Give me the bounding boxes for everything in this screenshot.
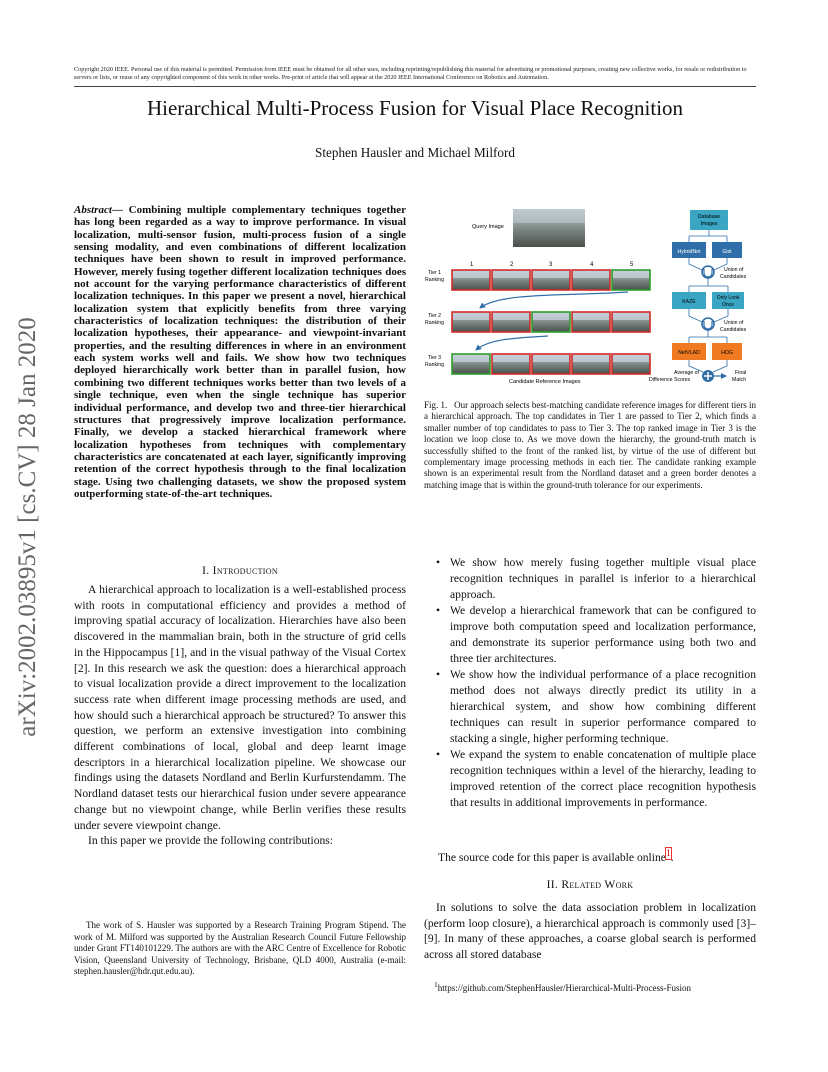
candidate-image-sky bbox=[493, 355, 529, 362]
introduction-body bbox=[74, 582, 406, 849]
section-numeral: II. bbox=[546, 878, 562, 891]
intro-paragraph-contributions: In this paper we provide the following contributions: bbox=[88, 834, 334, 848]
final-match-label: Match bbox=[732, 377, 747, 383]
abstract-text: — Combining multiple complementary techniques together has long been regarded as a way to improve performance. In visual localization, multi-sensor fusion, multi-process fusion of a single sensing modality, and even combinations of different localization techniques have been shown to result in improved performance. However, merely fusing together different localization techniques does not account for the varying performance characteristics of different localization techniques. In this paper we present a novel, hierarchical localization system that explicitly benefits from three varying characteristics of localization techniques: the distribution of their localization hypotheses, their appearance- and viewpoint-invariant properties, and the resulting differences in where in an environment each system works well and fails. We show how two techniques deployed hierarchically work better than in parallel fusion, how combining two different techniques works better than two levels of a single technique, even when the single technique has superior individual performance, and develop two and three-tier hierarchical structures that progressively improve localization performance. Finally, we develop a stacked hierarchical framework where localization hypotheses from techniques with complementary characteristics are concatenated at each layer, significantly improving retention of the correct hypothesis through to the final localization stage. Using two challenging datasets, we show the proposed system outperforming state-of-the-art techniques. bbox=[74, 204, 406, 500]
average-label: Average of bbox=[674, 370, 699, 376]
yolo-label: Only Look bbox=[716, 295, 740, 301]
hybridnet-label: HybridNet bbox=[677, 249, 701, 255]
paper-title: Hierarchical Multi-Process Fusion for Visual Place Recognition bbox=[146, 96, 684, 120]
union2-label: Union of bbox=[724, 320, 744, 326]
union1-label: Union of bbox=[724, 267, 744, 273]
section-title: Related Work bbox=[561, 878, 634, 891]
footnote-funding-text: The work of S. Hausler was supported by a Research Training Program Stipend. The work of M. Milford was supported by the Australian Research Council Future Fellowship under Grant FT140101229. The authors are with the ARC Centre of Excellence for Robotic Vision, Queensland University of Technology, Brisbane, QLD 4000, Australia (e-mail: stephen.hausler@hdr.qut.edu.au). bbox=[74, 920, 406, 977]
figure-caption bbox=[424, 400, 756, 491]
caption-text: Our approach selects best-matching candidate reference images for different tiers in a hierarchical approach. The top candidates in Tier 1 are passed to Tier 2, which finds a smaller number of top candidates to pass to Tier 3. The top ranked image in Tier 3 is the location we loop close to. As we move down the hierarchy, the ground-truth match is successfully shifted to the front of the ranked list, by virtue of the use of different but complementary image processing methods in each tier. The candidate ranking example shown is an experimental result from the Nordland dataset and a green border denotes a matching image that is within the ground-truth tolerance for our experiments. bbox=[424, 400, 756, 490]
tier2-ranking-label: Ranking bbox=[425, 320, 445, 326]
union2-label: Candidates bbox=[720, 327, 747, 333]
candidate-image-sky bbox=[613, 313, 649, 320]
database-label: Images bbox=[700, 221, 718, 227]
netvlad-label: NetVLAD bbox=[678, 350, 700, 356]
footnote-url-text[interactable]: https://github.com/StephenHausler/Hierarchical-Multi-Process-Fusion bbox=[437, 983, 691, 993]
list-item: • We expand the system to enable concatenation of multiple place recognition techniques within a level of the hierarchy, leading to improved retention of the correct place recognition hypothesis that results in additional improvements in performance. bbox=[436, 747, 756, 811]
candidates-label: Candidate Reference Images bbox=[509, 379, 581, 385]
section-heading-introduction bbox=[74, 564, 406, 577]
source-code-text: The source code for this paper is available online bbox=[438, 850, 666, 864]
tier1-label: Tier 1 bbox=[428, 270, 442, 276]
candidate-image-sky bbox=[613, 271, 649, 278]
tier3-candidates bbox=[452, 354, 650, 374]
database-images-box bbox=[690, 210, 728, 230]
footnote-mark: 1 bbox=[434, 980, 438, 989]
candidate-image-sky bbox=[453, 271, 489, 278]
union1-label: Candidates bbox=[720, 274, 747, 280]
average-label: Difference Scores bbox=[649, 377, 691, 383]
column-number: 5 bbox=[630, 262, 634, 268]
tier3-label: Tier 3 bbox=[428, 355, 442, 361]
candidate-image-sky bbox=[493, 271, 529, 278]
tier2-candidates bbox=[452, 312, 650, 332]
list-item: • We develop a hierarchical framework that can be configured to improve both computation speed and localization performance, and demonstrate its superior performance using both two and three tier architectures. bbox=[436, 603, 756, 667]
column-number: 4 bbox=[590, 262, 594, 268]
candidate-image-sky bbox=[493, 313, 529, 320]
related-work-paragraph: In solutions to solve the data association problem in localization (perform loop closure), a hierarchical approach is commonly used [3]–[9]. In many of these approaches, a coarse global search is performed across all stored database bbox=[424, 901, 756, 962]
candidate-image-sky bbox=[573, 271, 609, 278]
intro-paragraph: A hierarchical approach to localization is a well-established process with roots in computational efficiency and provides a method of improving spatial accuracy of localization. Hierarchies have also been discovered in the mammalian brain, both in the structure of grid cells in the Hippocampus [1], and in the visual pathway of the Visual Cortex [2]. In this research we ask the question: does a hierarchical approach to visual localization provide a direct improvement to the localization success rate when different image processing methods are used, and how should such a hierarchical approach be structured? To answer this question, we perform an extensive investigation into combining different combinations of local, global and deep learnt image descriptors in a hierarchical localization pipeline. We showcase our findings using the datasets Nordland and Berlin Kurfurstendamm. The Nordland dataset tests our hierarchical fusion under severe appearance change but no viewpoint change, while Berlin verifies these results under severe viewpoint change. bbox=[74, 583, 406, 832]
header-rule bbox=[74, 86, 756, 87]
footnote-link[interactable]: 1 bbox=[665, 848, 671, 859]
caption-label: Fig. 1. bbox=[424, 400, 448, 410]
tier1-to-tier2-arrow bbox=[480, 292, 628, 308]
arxiv-id: arXiv:2002.03895v1 [cs.CV] 28 Jan 2020 bbox=[14, 317, 41, 737]
related-work-body bbox=[424, 900, 756, 963]
yolo-label: Once bbox=[722, 302, 734, 308]
kaze-label: KAZE bbox=[682, 299, 696, 305]
tier3-ranking-label: Ranking bbox=[425, 362, 445, 368]
query-image-label: Query Image bbox=[472, 224, 504, 230]
tier1-candidates bbox=[452, 270, 650, 290]
arxiv-sidebar bbox=[8, 292, 48, 762]
source-code-note bbox=[438, 848, 756, 864]
section-heading-related-work bbox=[424, 878, 756, 891]
candidate-image-sky bbox=[613, 355, 649, 362]
column-number: 1 bbox=[470, 262, 474, 268]
section-title: Introduction bbox=[212, 564, 278, 577]
final-match-label: Final bbox=[735, 370, 747, 376]
tier2-label: Tier 2 bbox=[428, 313, 442, 319]
gist-label: Gist bbox=[722, 249, 732, 255]
abstract bbox=[74, 204, 406, 500]
candidate-image-sky bbox=[573, 313, 609, 320]
section-numeral: I. bbox=[202, 564, 213, 577]
candidate-image-sky bbox=[573, 355, 609, 362]
source-code-end: . bbox=[670, 850, 674, 864]
footnote-url bbox=[434, 980, 756, 993]
candidate-image-sky bbox=[453, 355, 489, 362]
column-number: 3 bbox=[549, 262, 553, 268]
figure-1 bbox=[420, 200, 756, 388]
hog-label: HOG bbox=[721, 350, 733, 356]
candidate-image-sky bbox=[453, 313, 489, 320]
paper-authors: Stephen Hausler and Michael Milford bbox=[315, 145, 515, 160]
footnote-funding bbox=[74, 920, 406, 978]
candidate-image-sky bbox=[533, 313, 569, 320]
copyright-notice: Copyright 2020 IEEE. Personal use of this material is permitted. Permission from IEEE must be obtained for all other uses, including reprinting/republishing this material for advertising or promotional purposes, creating new collective works, for resale or redistribution to servers or lists, or reuse of any copyrighted component of this work in other works. Pre-print of article that will appear at the 2020 IEEE International Conference on Robotics and Automation. bbox=[74, 66, 747, 82]
candidate-image-sky bbox=[533, 271, 569, 278]
database-label: Database bbox=[697, 214, 721, 220]
list-item: • We show how the individual performance of a place recognition method does not always directly predict its utility in a hierarchical system, and show how combining different techniques can result in superior performance compared to stacking a single, higher performing technique. bbox=[436, 667, 756, 747]
column-number: 2 bbox=[510, 262, 514, 268]
abstract-label: Abstract bbox=[74, 204, 112, 216]
tier1-ranking-label: Ranking bbox=[425, 277, 445, 283]
tier2-to-tier3-arrow bbox=[476, 336, 548, 350]
contributions-list bbox=[436, 555, 756, 811]
candidate-image-sky bbox=[533, 355, 569, 362]
list-item: • We show how merely fusing together multiple visual place recognition techniques in parallel is inferior to a hierarchical approach. bbox=[436, 555, 756, 603]
